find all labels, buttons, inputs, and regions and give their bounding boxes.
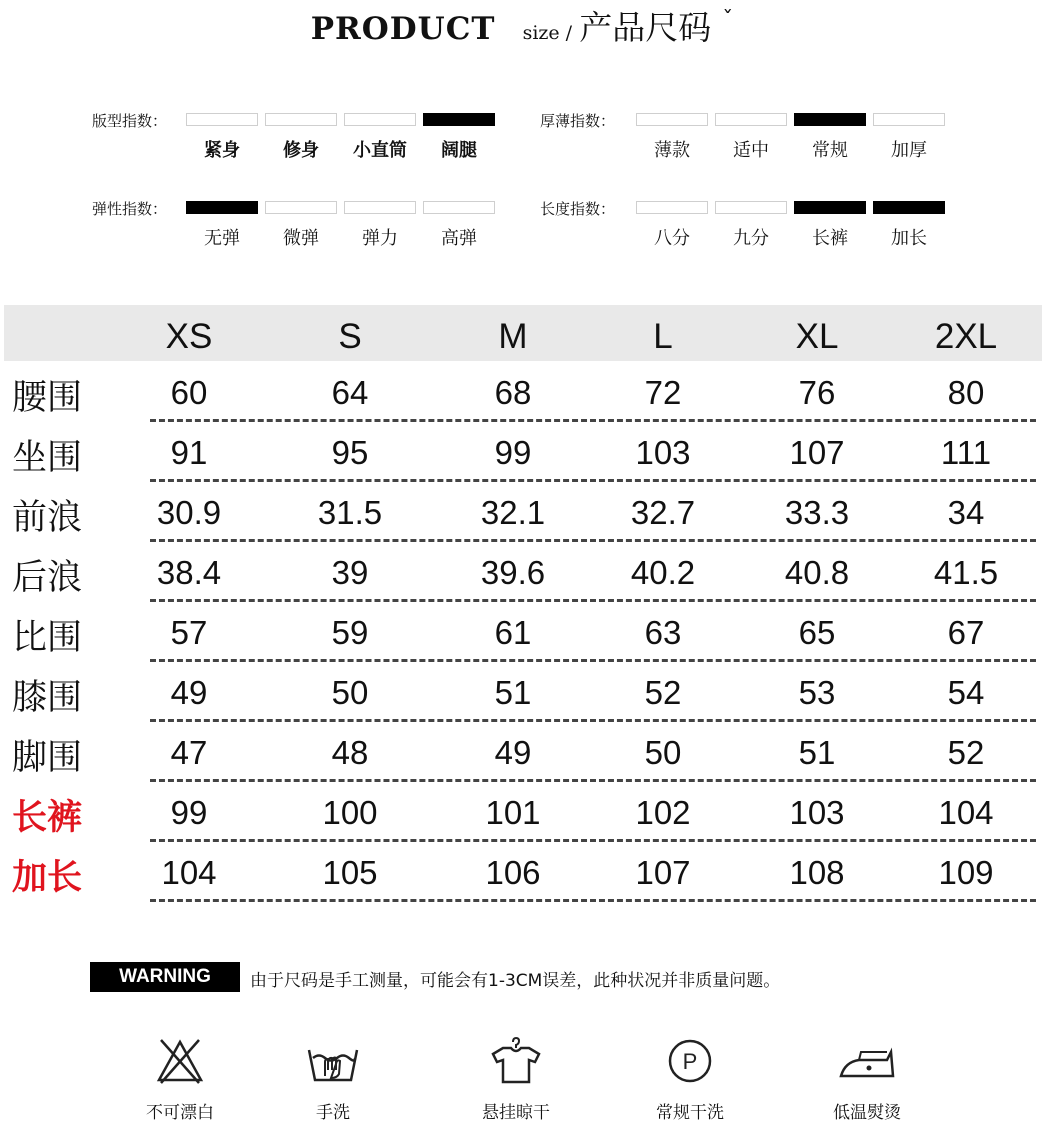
table-cell: 51 [494,674,532,711]
table-cell: 40.8 [784,554,850,591]
page-title [0,2,1044,49]
index-segment [794,113,866,126]
table-cell: 100 [322,794,378,831]
table-row [0,604,1044,664]
chevron-down-icon: ˇ [722,8,734,33]
table-cell: 104 [938,794,994,831]
index-label: 厚薄指数： [540,112,616,130]
table-cell: 108 [789,854,845,891]
table-cell: 59 [331,614,369,651]
table-cell: 50 [644,734,682,771]
index-segment [794,201,866,214]
table-cell: 54 [947,674,985,711]
table-cell: 47 [170,734,208,771]
index-option: 小直筒 [353,140,407,161]
row-divider [150,539,1036,542]
row-divider [150,659,1036,662]
table-cell: 109 [938,854,994,891]
table-cell: 63 [644,614,682,651]
row-label: 后浪 [12,558,83,598]
row-label: 前浪 [12,498,83,538]
size-header-2xl: 2XL [934,317,998,356]
table-cell: 51 [798,734,836,771]
table-row [0,784,1044,844]
table-cell: 111 [940,434,992,471]
row-label: 比围 [12,618,83,658]
index-segment [873,113,945,126]
index-1 [540,108,960,168]
table-cell: 76 [798,374,836,411]
index-option: 加厚 [891,140,927,161]
row-divider [150,719,1036,722]
index-option: 修身 [283,140,319,161]
care-label: 手洗 [316,1103,350,1123]
care-item-no-bleach [120,1036,240,1123]
care-item-dry-clean [630,1036,750,1123]
row-label: 膝围 [12,678,83,718]
table-cell: 40.2 [630,554,696,591]
table-cell: 30.9 [156,494,222,531]
index-segment [423,113,495,126]
row-label: 加长 [12,858,83,898]
index-segment [636,201,708,214]
care-label: 不可漂白 [146,1103,214,1123]
table-cell: 32.1 [480,494,546,531]
care-item-hand-wash [273,1036,393,1123]
index-option: 高弹 [441,228,477,249]
hand-wash-icon [303,1036,363,1086]
table-cell: 39.6 [480,554,546,591]
size-header-m: M [498,317,528,356]
index-segment [186,113,258,126]
table-cell: 32.7 [630,494,696,531]
table-cell: 107 [635,854,691,891]
table-cell: 80 [947,374,985,411]
hang-dry-icon [489,1036,543,1086]
row-label: 腰围 [12,378,83,418]
table-row [0,484,1044,544]
index-label: 版型指数： [92,112,168,130]
table-cell: 33.3 [784,494,850,531]
table-cell: 64 [331,374,369,411]
index-segment [186,201,258,214]
table-cell: 67 [947,614,985,651]
table-cell: 104 [161,854,217,891]
index-segment [636,113,708,126]
index-option: 无弹 [204,228,240,249]
table-cell: 105 [322,854,378,891]
index-option: 适中 [733,140,769,161]
index-option: 微弹 [283,228,319,249]
index-segment [873,201,945,214]
title-zh: 产品尺码 [579,8,712,47]
table-cell: 107 [789,434,845,471]
index-option: 加长 [891,228,927,249]
table-cell: 68 [494,374,532,411]
size-table-header [4,305,1042,361]
row-label: 脚围 [12,738,83,778]
table-cell: 101 [485,794,541,831]
index-label: 长度指数： [540,200,616,218]
index-segment [265,113,337,126]
index-3 [540,196,960,256]
care-item-low-iron [807,1036,927,1123]
index-option: 弹力 [362,228,398,249]
row-label: 坐围 [12,438,83,478]
index-0 [92,108,512,168]
table-cell: 39 [331,554,369,591]
index-segment [715,113,787,126]
row-divider [150,779,1036,782]
size-header-s: S [338,317,362,356]
row-divider [150,479,1036,482]
table-cell: 72 [644,374,682,411]
table-cell: 103 [789,794,845,831]
warning-badge: WARNING [90,962,240,992]
table-cell: 102 [635,794,691,831]
table-cell: 49 [170,674,208,711]
index-option: 长裤 [812,228,848,249]
size-header-l: L [653,317,673,356]
care-item-hang-dry [456,1036,576,1123]
table-cell: 41.5 [933,554,999,591]
low-iron-icon [837,1036,897,1086]
index-segment [344,113,416,126]
table-cell: 65 [798,614,836,651]
svg-text:P: P [682,1049,698,1074]
table-cell: 38.4 [156,554,222,591]
row-divider [150,899,1036,902]
table-cell: 99 [494,434,532,471]
care-label: 常规干洗 [656,1103,724,1123]
table-cell: 61 [494,614,532,651]
index-label: 弹性指数： [92,200,168,218]
index-segment [265,201,337,214]
dry-clean-icon [665,1036,715,1086]
table-cell: 49 [494,734,532,771]
table-cell: 50 [331,674,369,711]
index-2 [92,196,512,256]
table-cell: 99 [170,794,208,831]
index-option: 紧身 [204,140,240,161]
index-segment [344,201,416,214]
table-cell: 34 [947,494,985,531]
index-segment [715,201,787,214]
title-size: size / [522,22,573,44]
row-label: 长裤 [12,798,83,838]
index-option: 九分 [733,228,769,249]
table-cell: 106 [485,854,541,891]
warning-text: 由于尺码是手工测量，可能会有1-3CM误差，此种状况并非质量问题。 [250,971,781,991]
table-cell: 52 [947,734,985,771]
table-cell: 57 [170,614,208,651]
table-row [0,364,1044,424]
care-label: 低温熨烫 [833,1103,901,1123]
row-divider [150,839,1036,842]
table-cell: 95 [331,434,369,471]
index-option: 八分 [654,228,690,249]
size-header-xs: XS [165,317,213,356]
table-row [0,664,1044,724]
row-divider [150,599,1036,602]
table-cell: 31.5 [317,494,383,531]
row-divider [150,419,1036,422]
size-header-xl: XL [795,317,839,356]
table-cell: 103 [635,434,691,471]
table-row [0,844,1044,904]
care-label: 悬挂晾干 [482,1103,550,1123]
table-cell: 53 [798,674,836,711]
table-row [0,424,1044,484]
table-cell: 48 [331,734,369,771]
index-option: 常规 [812,140,848,161]
table-cell: 60 [170,374,208,411]
no-bleach-icon [153,1036,207,1086]
title-product: PRODUCT [310,11,496,47]
table-cell: 91 [170,434,208,471]
table-row [0,724,1044,784]
index-option: 薄款 [654,140,690,161]
index-option: 阔腿 [441,140,477,161]
table-cell: 52 [644,674,682,711]
table-row [0,544,1044,604]
index-segment [423,201,495,214]
